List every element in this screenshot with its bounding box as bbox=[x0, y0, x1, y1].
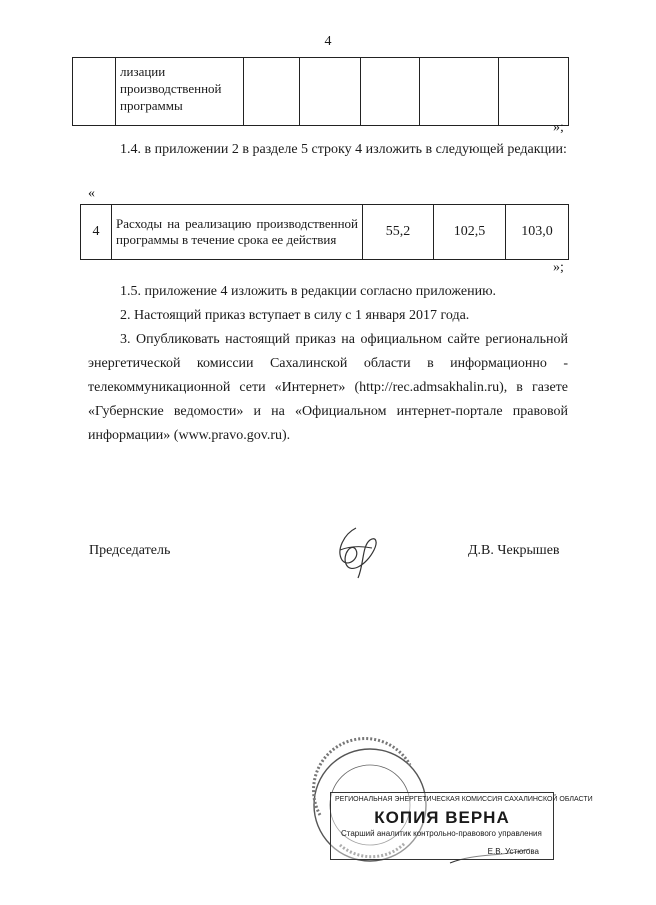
table-cell bbox=[300, 58, 361, 126]
paragraph-2: 2. Настоящий приказ вступает в силу с 1 января 2017 года. bbox=[120, 308, 470, 323]
row-number: 4 bbox=[81, 205, 112, 260]
value-cell: 102,5 bbox=[434, 205, 506, 260]
table-cell bbox=[244, 58, 300, 126]
opening-quote: « bbox=[88, 186, 95, 201]
table-cell bbox=[73, 58, 116, 126]
signatory-name: Д.В. Чекрышев bbox=[468, 543, 560, 558]
stamp-organization: РЕГИОНАЛЬНАЯ ЭНЕРГЕТИЧЕСКАЯ КОМИССИЯ САХАЛИНСКОЙ ОБЛАСТИ bbox=[335, 796, 593, 803]
table-row bbox=[73, 58, 569, 126]
closing-quote: »; bbox=[553, 120, 564, 135]
continuation-table bbox=[72, 57, 569, 126]
row-description: Расходы на реализацию производственной программы в течение срока ее действия bbox=[112, 205, 363, 260]
closing-quote: »; bbox=[553, 260, 564, 275]
stamp-title: КОПИЯ ВЕРНА bbox=[374, 808, 510, 827]
table-cell-description: лизации производственной программы bbox=[116, 58, 244, 126]
certification-stamp bbox=[330, 792, 593, 860]
table-cell bbox=[420, 58, 499, 126]
stamp-position: Старший аналитик контрольно-правового управления bbox=[341, 829, 542, 838]
value-cell: 103,0 bbox=[506, 205, 569, 260]
handwritten-signature bbox=[326, 520, 386, 586]
paragraph-1-5: 1.5. приложение 4 изложить в редакции согласно приложению. bbox=[120, 284, 497, 299]
stamp-name: Е.В. Устюгова bbox=[487, 847, 539, 856]
table-cell bbox=[361, 58, 420, 126]
table-row bbox=[81, 205, 569, 260]
paragraph-3: 3. Опубликовать настоящий приказ на официальном сайте региональной энергетической комиссии Сахалинской области в информационно - телекоммуникационной сети «Интернет» (http://rec.admsakhalin.ru), в газете «Губернские ведомости» и на «Официальном интернет-портале правовой информации» (www.pravo.gov.ru). bbox=[88, 332, 568, 443]
value-cell: 55,2 bbox=[363, 205, 434, 260]
paragraph-1-4: 1.4. в приложении 2 в разделе 5 строку 4 изложить в следующей редакции: bbox=[120, 142, 567, 157]
page-number: 4 bbox=[324, 34, 332, 49]
table-cell bbox=[499, 58, 569, 126]
row-4-table bbox=[80, 204, 569, 260]
signatory-position: Председатель bbox=[89, 543, 171, 558]
